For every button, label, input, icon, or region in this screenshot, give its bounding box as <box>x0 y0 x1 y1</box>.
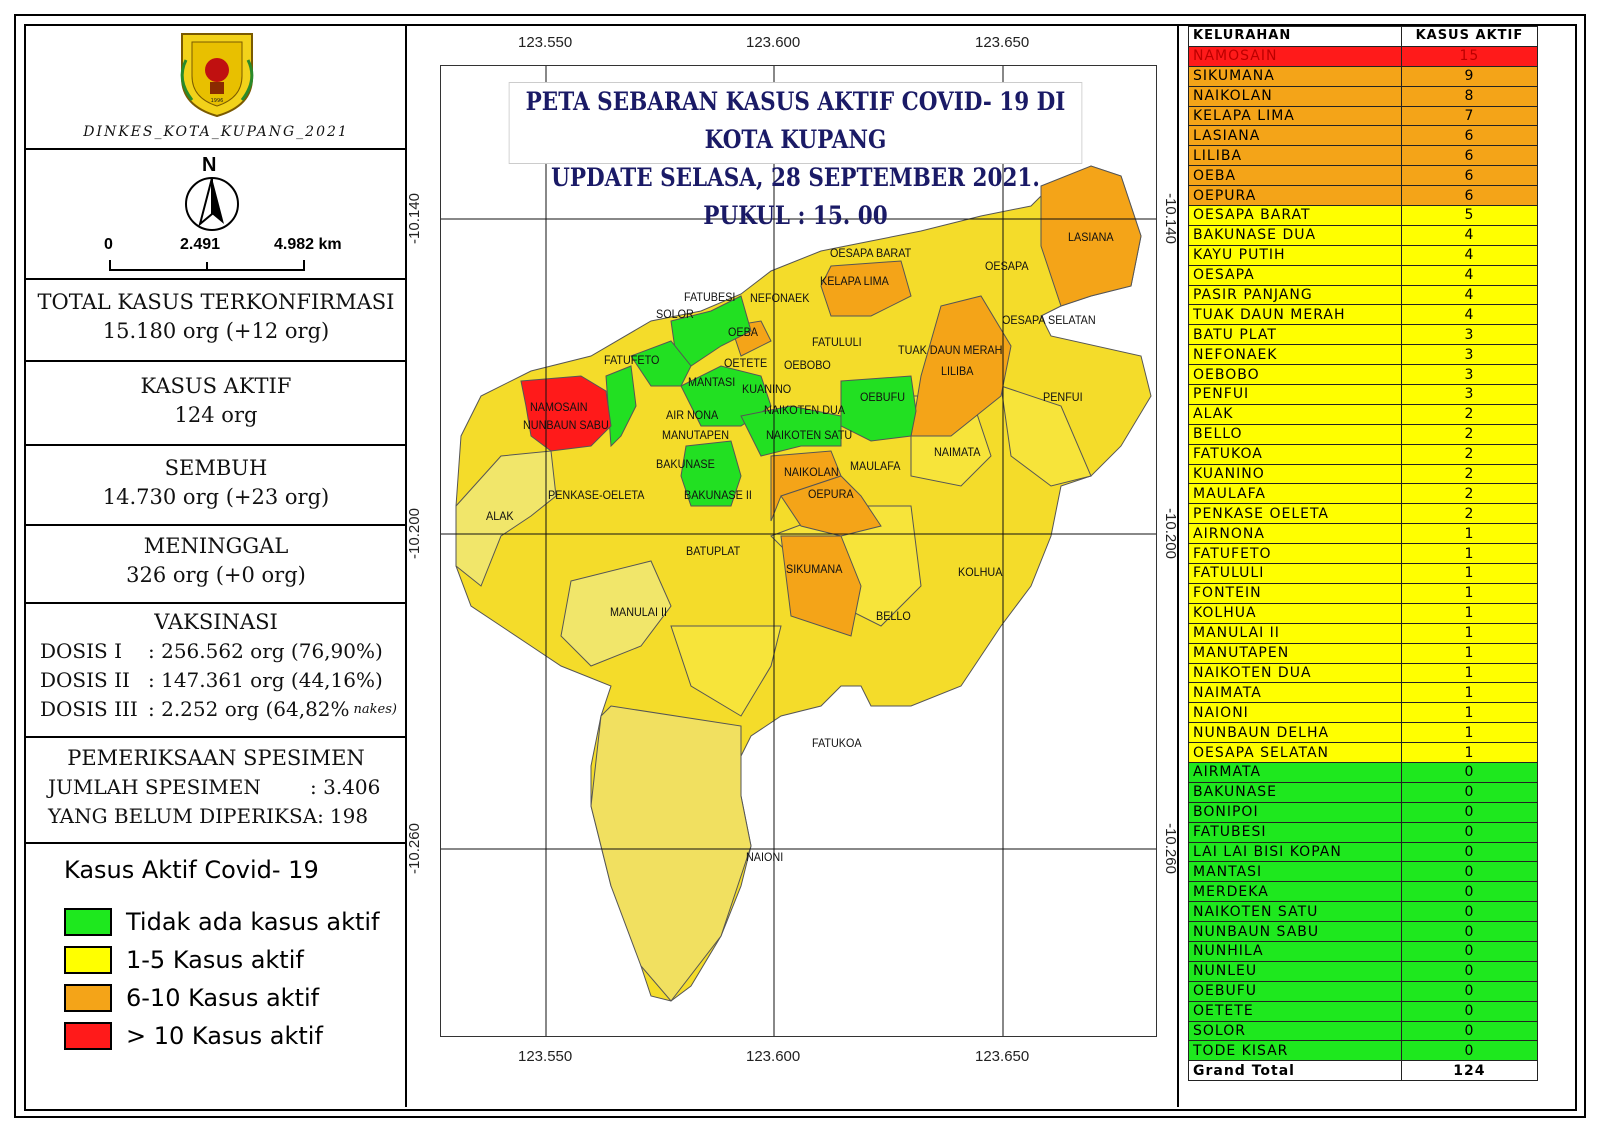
row-kasus: 6 <box>1401 186 1537 206</box>
row-kelurahan: OETETE <box>1189 1001 1402 1021</box>
lat-tick: -10.260 <box>1161 823 1179 874</box>
table-row <box>1189 583 1538 603</box>
logo-caption: DINKES_KOTA_KUPANG_2021 <box>83 124 349 140</box>
legend-item <box>64 908 380 936</box>
row-kelurahan: NAIKOLAN <box>1189 86 1402 106</box>
row-kasus: 2 <box>1401 404 1537 424</box>
spesimen-row <box>26 802 406 831</box>
vaksin-value: : 147.361 org (44,16%) <box>148 668 383 692</box>
legend <box>26 844 406 1104</box>
scale-bar <box>108 258 308 274</box>
spesimen-panel <box>26 738 406 844</box>
row-kelurahan: BONIPOI <box>1189 802 1402 822</box>
district-label: NAIKOLAN <box>784 465 839 479</box>
row-kasus: 0 <box>1401 922 1537 942</box>
table-row <box>1189 46 1538 66</box>
row-kasus: 3 <box>1401 345 1537 365</box>
row-kasus: 1 <box>1401 564 1537 584</box>
row-kasus: 2 <box>1401 424 1537 444</box>
lon-tick: 123.550 <box>518 34 573 51</box>
table-row <box>1189 961 1538 981</box>
vaksin-row <box>26 666 406 695</box>
row-kasus: 9 <box>1401 66 1537 86</box>
table-row <box>1189 663 1538 683</box>
table-row <box>1189 225 1538 245</box>
district-label: MANTASI <box>688 375 736 389</box>
row-kelurahan: PASIR PANJANG <box>1189 285 1402 305</box>
row-kelurahan: LAI LAI BISI KOPAN <box>1189 842 1402 862</box>
row-kasus: 1 <box>1401 524 1537 544</box>
scale-tick-2: 4.982 km <box>274 236 342 253</box>
row-kelurahan: MAULAFA <box>1189 484 1402 504</box>
kelurahan-table <box>1188 26 1538 1081</box>
district-label: BELLO <box>876 609 911 623</box>
row-kelurahan: KAYU PUTIH <box>1189 245 1402 265</box>
total-value: 124 <box>1401 1061 1537 1081</box>
district-label: LILIBA <box>941 364 974 378</box>
table-row <box>1189 882 1538 902</box>
spesimen-value: 198 <box>329 804 369 828</box>
row-kasus: 1 <box>1401 683 1537 703</box>
legend-swatch <box>64 908 112 936</box>
table-row <box>1189 1021 1538 1041</box>
row-kasus: 3 <box>1401 365 1537 385</box>
row-kelurahan: FATULULI <box>1189 564 1402 584</box>
row-kasus: 5 <box>1401 206 1537 226</box>
vaksin-row <box>26 637 406 666</box>
district-label: MAULAFA <box>850 459 901 473</box>
row-kelurahan: LASIANA <box>1189 126 1402 146</box>
row-kasus: 1 <box>1401 603 1537 623</box>
north-arrow-icon <box>182 174 242 234</box>
total-label: Grand Total <box>1189 1061 1402 1081</box>
row-kelurahan: KELAPA LIMA <box>1189 106 1402 126</box>
row-kasus: 2 <box>1401 504 1537 524</box>
table-row <box>1189 822 1538 842</box>
lat-tick: -10.200 <box>405 508 423 559</box>
row-kelurahan: OEBUFU <box>1189 981 1402 1001</box>
table-row <box>1189 564 1538 584</box>
map-title-line1: PETA SEBARAN KASUS AKTIF COVID- 19 DI KOTA KUPANG <box>525 87 1066 154</box>
total-title: TOTAL KASUS TERKONFIRMASI <box>37 290 395 314</box>
svg-text:1996: 1996 <box>210 98 224 104</box>
row-kelurahan: AIRMATA <box>1189 762 1402 782</box>
row-kasus: 0 <box>1401 1001 1537 1021</box>
vaksin-label: DOSIS III <box>40 697 138 721</box>
row-kelurahan: OEPURA <box>1189 186 1402 206</box>
district-label: LASIANA <box>1068 230 1114 244</box>
row-kelurahan: NUNBAUN DELHA <box>1189 723 1402 743</box>
row-kelurahan: OEBOBO <box>1189 365 1402 385</box>
district-label: OESAPA BARAT <box>830 246 912 260</box>
district-label: AIR NONA <box>666 408 719 422</box>
legend-label: Tidak ada kasus aktif <box>126 908 380 936</box>
scale-tick-0: 0 <box>104 236 113 253</box>
aktif-value: 124 org <box>174 403 258 427</box>
row-kelurahan: TUAK DAUN MERAH <box>1189 305 1402 325</box>
table-row <box>1189 66 1538 86</box>
row-kelurahan: AIRNONA <box>1189 524 1402 544</box>
row-kasus: 0 <box>1401 802 1537 822</box>
total-panel <box>26 278 406 362</box>
row-kelurahan: FONTEIN <box>1189 583 1402 603</box>
row-kasus: 0 <box>1401 822 1537 842</box>
table-row <box>1189 703 1538 723</box>
table-row <box>1189 385 1538 405</box>
row-kasus: 0 <box>1401 1041 1537 1061</box>
table-row <box>1189 245 1538 265</box>
row-kasus: 4 <box>1401 225 1537 245</box>
table-row <box>1189 862 1538 882</box>
district-label: FATUKOA <box>812 736 862 750</box>
aktif-panel <box>26 362 406 446</box>
table-row <box>1189 762 1538 782</box>
row-kelurahan: NUNBAUN SABU <box>1189 922 1402 942</box>
district-label: MANUTAPEN <box>662 428 730 442</box>
row-kasus: 0 <box>1401 902 1537 922</box>
table-row <box>1189 484 1538 504</box>
row-kelurahan: NUNHILA <box>1189 941 1402 961</box>
district-label: NAMOSAIN <box>530 400 588 414</box>
table-row <box>1189 186 1538 206</box>
row-kasus: 1 <box>1401 544 1537 564</box>
legend-swatch <box>64 946 112 974</box>
district-label: KELAPA LIMA <box>820 274 889 288</box>
spesimen-title: PEMERIKSAAN SPESIMEN <box>67 746 365 770</box>
district-label: OESAPA SELATAN <box>1002 313 1096 327</box>
table-row <box>1189 603 1538 623</box>
district-label: FATUBESI <box>684 290 736 304</box>
table-row <box>1189 902 1538 922</box>
district-label: FATULULI <box>812 335 862 349</box>
row-kasus: 4 <box>1401 285 1537 305</box>
row-kelurahan: FATUKOA <box>1189 444 1402 464</box>
row-kasus: 6 <box>1401 166 1537 186</box>
row-kelurahan: NUNLEU <box>1189 961 1402 981</box>
row-kasus: 0 <box>1401 981 1537 1001</box>
district-label: OEBUFU <box>860 390 906 404</box>
district-label: BAKUNASE II <box>684 488 752 502</box>
row-kasus: 0 <box>1401 782 1537 802</box>
table-row <box>1189 345 1538 365</box>
spesimen-label: JUMLAH SPESIMEN <box>48 775 261 799</box>
aktif-title: KASUS AKTIF <box>140 374 292 398</box>
row-kasus: 6 <box>1401 126 1537 146</box>
row-kelurahan: NAIKOTEN DUA <box>1189 663 1402 683</box>
row-kasus: 4 <box>1401 245 1537 265</box>
row-kasus: 7 <box>1401 106 1537 126</box>
district-label: OEBA <box>728 325 759 339</box>
row-kasus: 0 <box>1401 842 1537 862</box>
spesimen-value: : 3.406 <box>310 775 381 799</box>
district-label: NAIONI <box>746 850 784 864</box>
district-label: OETETE <box>724 356 768 370</box>
header-kelurahan: KELURAHAN <box>1189 27 1402 47</box>
row-kasus: 4 <box>1401 265 1537 285</box>
vaksin-row <box>26 695 406 724</box>
row-kelurahan: NAMOSAIN <box>1189 46 1402 66</box>
district-label: OESAPA <box>985 259 1029 273</box>
legend-swatch <box>64 984 112 1012</box>
legend-swatch <box>64 1022 112 1050</box>
legend-label: 6-10 Kasus aktif <box>126 984 320 1012</box>
row-kelurahan: MANUTAPEN <box>1189 643 1402 663</box>
row-kelurahan: TODE KISAR <box>1189 1041 1402 1061</box>
district-label: ALAK <box>486 509 514 523</box>
table-row <box>1189 1001 1538 1021</box>
table-row <box>1189 842 1538 862</box>
row-kasus: 0 <box>1401 862 1537 882</box>
district-label: TUAK DAUN MERAH <box>898 343 1003 357</box>
row-kelurahan: BAKUNASE <box>1189 782 1402 802</box>
table-row <box>1189 743 1538 763</box>
row-kelurahan: OESAPA SELATAN <box>1189 743 1402 763</box>
row-kasus: 2 <box>1401 464 1537 484</box>
lat-tick: -10.140 <box>1161 193 1179 244</box>
legend-label: > 10 Kasus aktif <box>126 1022 323 1050</box>
row-kelurahan: OESAPA BARAT <box>1189 206 1402 226</box>
row-kelurahan: NEFONAEK <box>1189 345 1402 365</box>
row-kasus: 4 <box>1401 305 1537 325</box>
lon-tick: 123.600 <box>746 34 801 51</box>
table-row <box>1189 981 1538 1001</box>
divider-right <box>1177 26 1179 1107</box>
meninggal-value: 326 org (+0 org) <box>126 563 306 587</box>
sembuh-panel <box>26 446 406 526</box>
map-title <box>509 82 1083 230</box>
table-row <box>1189 941 1538 961</box>
table-row <box>1189 126 1538 146</box>
lon-tick: 123.650 <box>975 34 1030 51</box>
map-title-line2: UPDATE SELASA, 28 SEPTEMBER 2021. PUKUL : 15. 00 <box>551 163 1040 230</box>
table-row <box>1189 365 1538 385</box>
scale-tick-1: 2.491 <box>180 236 221 253</box>
sembuh-title: SEMBUH <box>164 456 268 480</box>
table-row <box>1189 544 1538 564</box>
lon-tick: 123.650 <box>975 1048 1030 1065</box>
row-kelurahan: BELLO <box>1189 424 1402 444</box>
row-kasus: 1 <box>1401 703 1537 723</box>
district-label: NEFONAEK <box>750 291 810 305</box>
table-row <box>1189 325 1538 345</box>
row-kasus: 3 <box>1401 325 1537 345</box>
row-kelurahan: SIKUMANA <box>1189 66 1402 86</box>
row-kasus: 1 <box>1401 583 1537 603</box>
vaksinasi-title: VAKSINASI <box>154 610 278 634</box>
legend-item <box>64 984 319 1012</box>
north-label: N <box>202 154 217 176</box>
table-row <box>1189 922 1538 942</box>
row-kasus: 6 <box>1401 146 1537 166</box>
row-kelurahan: ALAK <box>1189 404 1402 424</box>
row-kasus: 1 <box>1401 723 1537 743</box>
spesimen-row <box>26 773 406 802</box>
table-row <box>1189 86 1538 106</box>
vaksin-label: DOSIS II <box>40 668 130 692</box>
legend-item <box>64 946 304 974</box>
north-scale-panel <box>26 148 406 280</box>
row-kelurahan: FATUFETO <box>1189 544 1402 564</box>
legend-title: Kasus Aktif Covid- 19 <box>64 856 319 884</box>
vaksinasi-panel <box>26 604 406 738</box>
info-panel <box>26 26 406 1107</box>
row-kasus: 1 <box>1401 743 1537 763</box>
table-row <box>1189 106 1538 126</box>
district-label: NAIMATA <box>934 445 981 459</box>
meninggal-title: MENINGGAL <box>143 534 289 558</box>
district-label: KUANINO <box>742 382 792 396</box>
district-label: SOLOR <box>656 307 694 321</box>
row-kasus: 0 <box>1401 762 1537 782</box>
table-row <box>1189 404 1538 424</box>
district-label: KOLHUA <box>958 565 1003 579</box>
table-row <box>1189 723 1538 743</box>
table-row <box>1189 206 1538 226</box>
legend-label: 1-5 Kasus aktif <box>126 946 304 974</box>
row-kelurahan: PENKASE OELETA <box>1189 504 1402 524</box>
vaksin-suffix: nakes) <box>353 702 397 717</box>
lat-tick: -10.140 <box>405 193 423 244</box>
vaksin-label: DOSIS I <box>40 639 122 663</box>
table-row <box>1189 802 1538 822</box>
row-kelurahan: OEBA <box>1189 166 1402 186</box>
row-kasus: 15 <box>1401 46 1537 66</box>
district-label: NAIKOTEN SATU <box>766 428 853 442</box>
table-row <box>1189 1041 1538 1061</box>
sembuh-value: 14.730 org (+23 org) <box>102 485 330 509</box>
table-header-row <box>1189 27 1538 47</box>
lat-tick: -10.260 <box>405 823 423 874</box>
row-kelurahan: SOLOR <box>1189 1021 1402 1041</box>
table-row <box>1189 444 1538 464</box>
legend-item <box>64 1022 323 1050</box>
row-kelurahan: OESAPA <box>1189 265 1402 285</box>
spesimen-label: YANG BELUM DIPERIKSA: <box>48 804 324 828</box>
row-kelurahan: NAIKOTEN SATU <box>1189 902 1402 922</box>
meninggal-panel <box>26 526 406 604</box>
lon-tick: 123.550 <box>518 1048 573 1065</box>
district-label: NUNBAUN SABU <box>523 418 609 432</box>
row-kelurahan: KOLHUA <box>1189 603 1402 623</box>
table-row <box>1189 782 1538 802</box>
table-row <box>1189 623 1538 643</box>
table-row <box>1189 424 1538 444</box>
table-row <box>1189 305 1538 325</box>
district-label: FATUFETO <box>604 353 660 367</box>
header-kasus: KASUS AKTIF <box>1401 27 1537 47</box>
row-kelurahan: LILIBA <box>1189 146 1402 166</box>
table-row <box>1189 643 1538 663</box>
district-label: NAIKOTEN DUA <box>764 403 846 417</box>
row-kasus: 0 <box>1401 1021 1537 1041</box>
lon-tick: 123.600 <box>746 1048 801 1065</box>
row-kasus: 3 <box>1401 385 1537 405</box>
row-kasus: 0 <box>1401 941 1537 961</box>
row-kasus: 2 <box>1401 444 1537 464</box>
row-kelurahan: FATUBESI <box>1189 822 1402 842</box>
logo-panel <box>26 26 406 150</box>
table-row <box>1189 265 1538 285</box>
table-row <box>1189 504 1538 524</box>
row-kasus: 0 <box>1401 961 1537 981</box>
table-total-row <box>1189 1061 1538 1081</box>
row-kasus: 2 <box>1401 484 1537 504</box>
row-kelurahan: NAIONI <box>1189 703 1402 723</box>
row-kelurahan: KUANINO <box>1189 464 1402 484</box>
total-value: 15.180 org (+12 org) <box>102 319 330 343</box>
row-kelurahan: NAIMATA <box>1189 683 1402 703</box>
row-kasus: 8 <box>1401 86 1537 106</box>
row-kelurahan: PENFUI <box>1189 385 1402 405</box>
table-row <box>1189 683 1538 703</box>
district-label: PENFUI <box>1043 390 1083 404</box>
table-row <box>1189 464 1538 484</box>
district-label: BATUPLAT <box>686 544 741 558</box>
row-kasus: 0 <box>1401 882 1537 902</box>
vaksin-value: : 256.562 org (76,90%) <box>148 639 383 663</box>
district-label: BAKUNASE <box>656 457 715 471</box>
vaksin-value: : 2.252 org (64,82% <box>148 697 350 721</box>
district-label: OEPURA <box>808 487 854 501</box>
row-kelurahan: BAKUNASE DUA <box>1189 225 1402 245</box>
row-kelurahan: MANTASI <box>1189 862 1402 882</box>
district-label: SIKUMANA <box>786 562 843 576</box>
logo-emblem-icon <box>172 30 262 118</box>
table-row <box>1189 524 1538 544</box>
table-row <box>1189 146 1538 166</box>
row-kasus: 1 <box>1401 623 1537 643</box>
table-row <box>1189 285 1538 305</box>
row-kelurahan: MANULAI II <box>1189 623 1402 643</box>
row-kelurahan: MERDEKA <box>1189 882 1402 902</box>
district-label: MANULAI II <box>610 605 668 619</box>
row-kasus: 1 <box>1401 663 1537 683</box>
lat-tick: -10.200 <box>1161 508 1179 559</box>
table-row <box>1189 166 1538 186</box>
district-label: PENKASE-OELETA <box>548 488 645 502</box>
row-kasus: 1 <box>1401 643 1537 663</box>
district-label: OEBOBO <box>784 358 831 372</box>
row-kelurahan: BATU PLAT <box>1189 325 1402 345</box>
